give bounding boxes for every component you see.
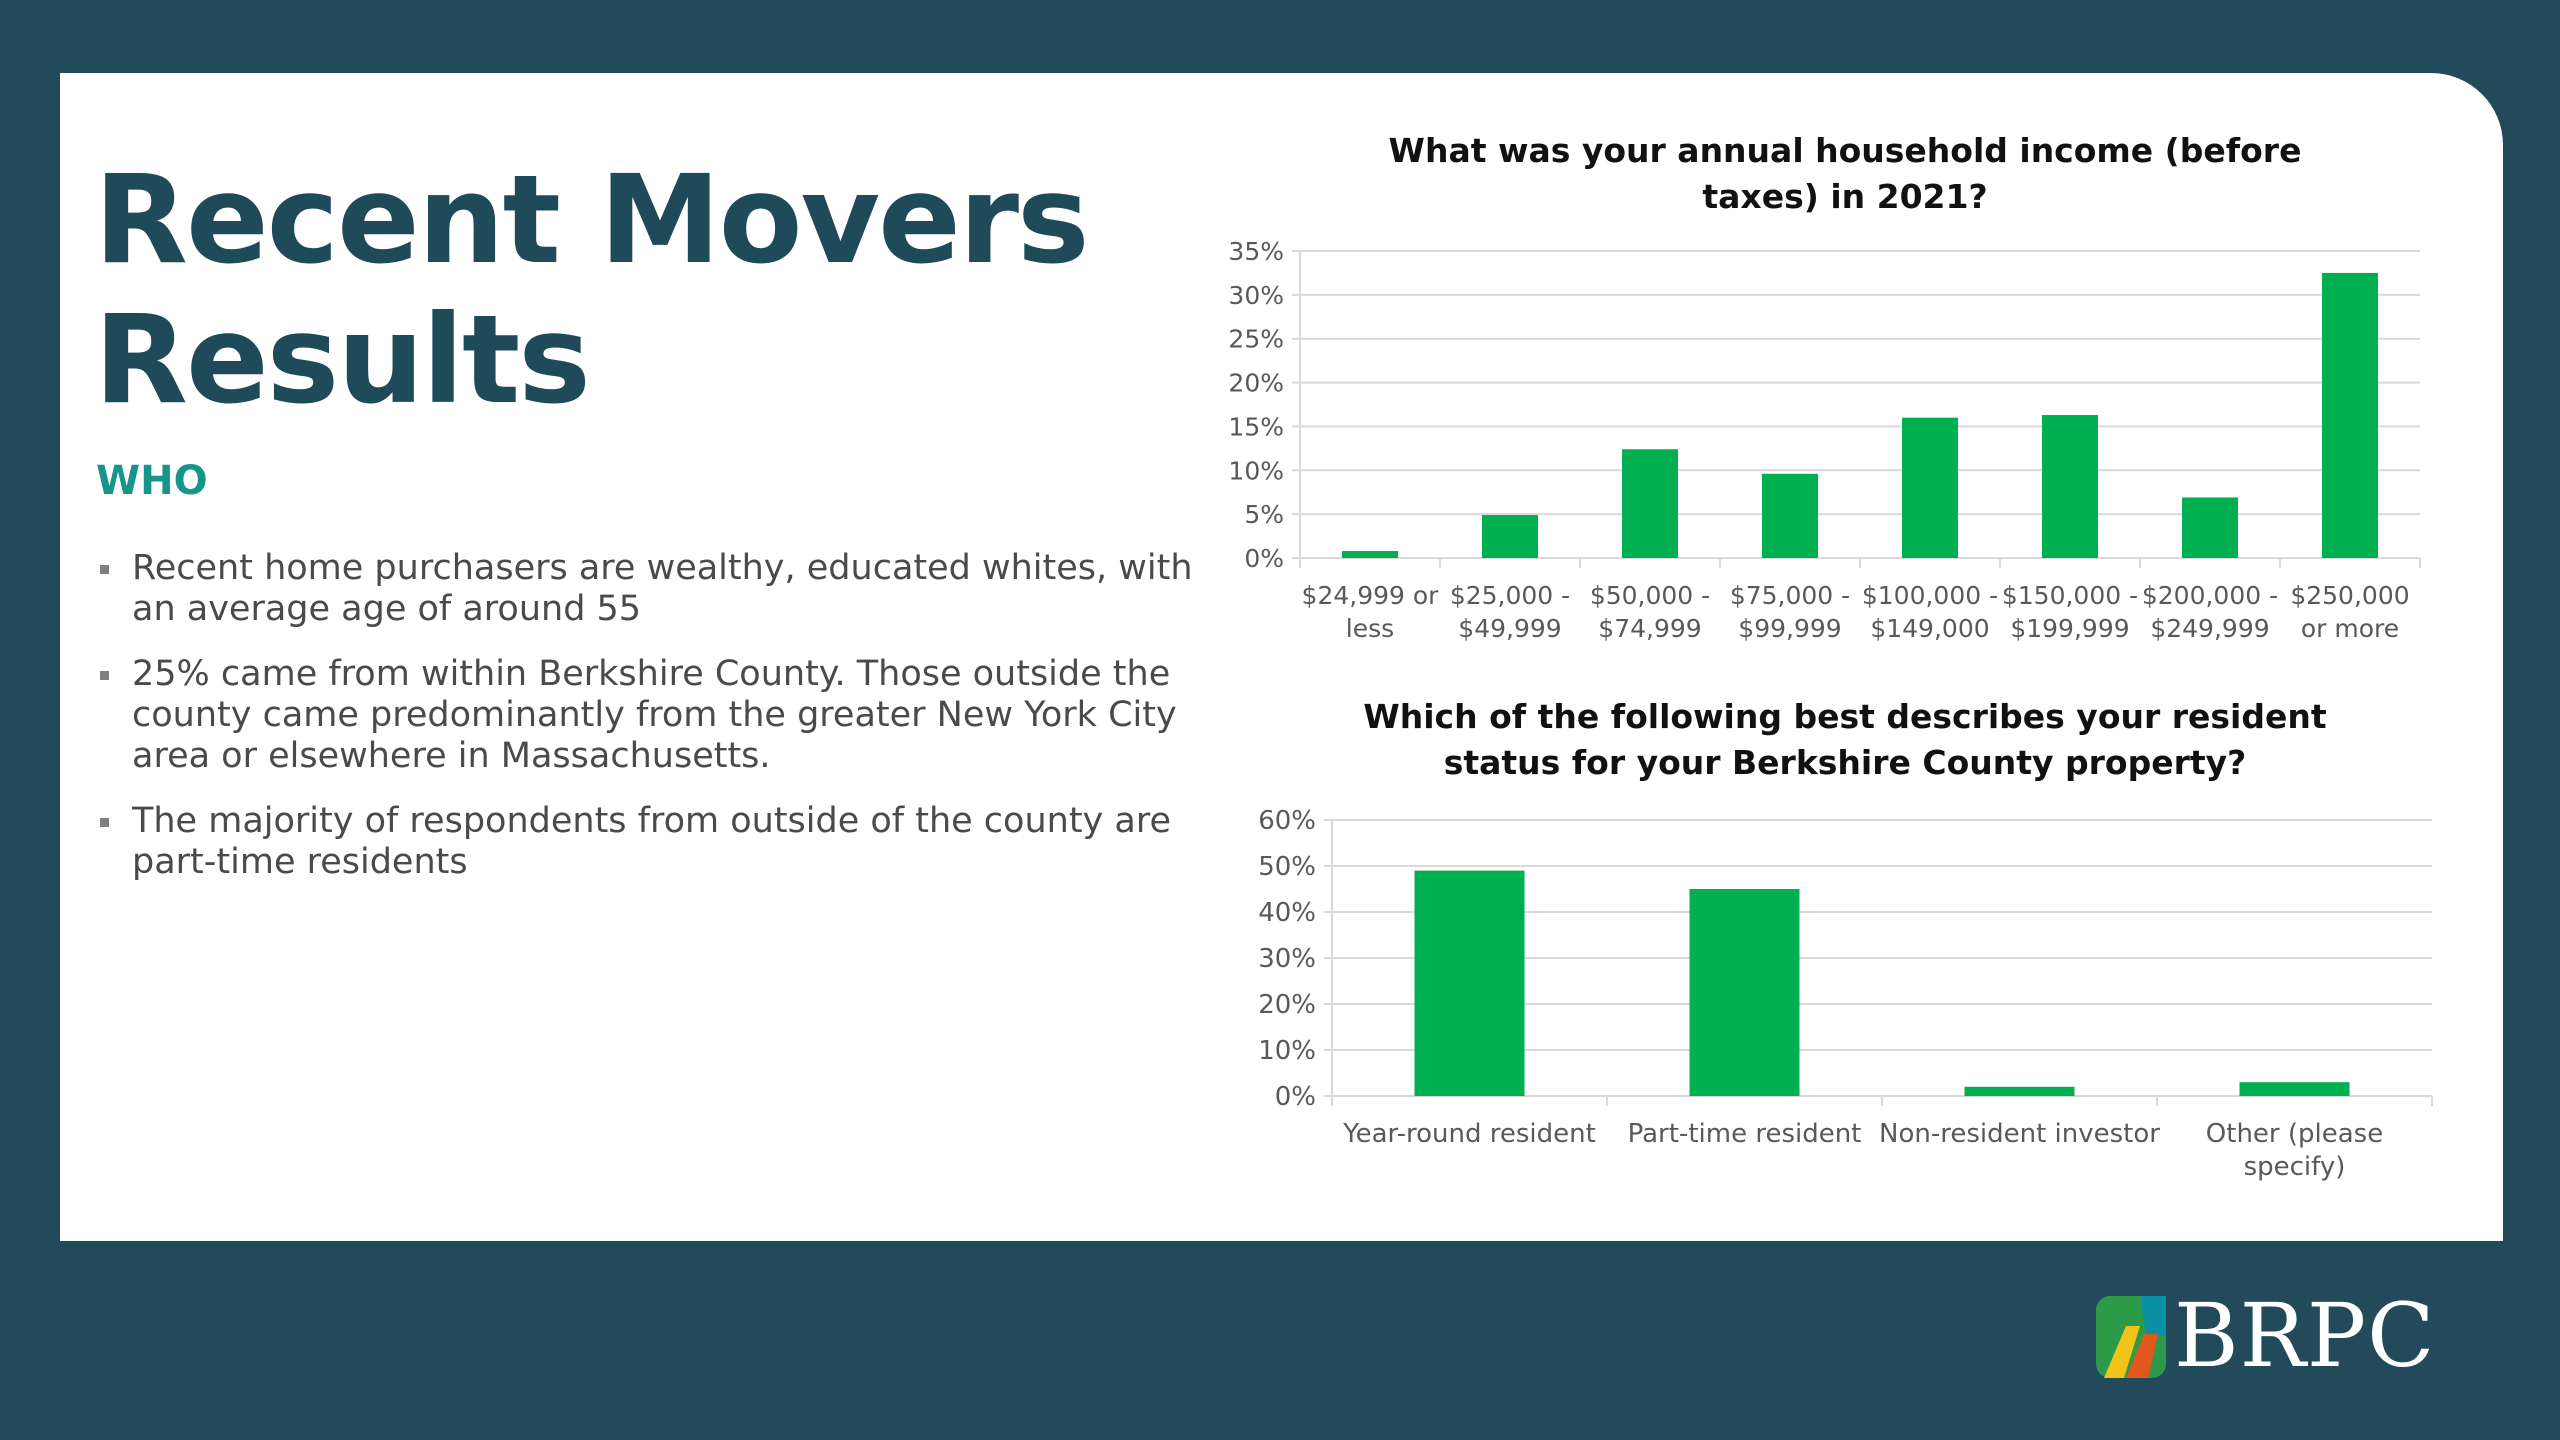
x-category-label-line: $49,999 [1458, 614, 1562, 643]
bullet-marker-icon [100, 565, 109, 574]
bar [1902, 418, 1958, 558]
x-category-label-line: specify) [2243, 1152, 2346, 1182]
bar [1622, 449, 1678, 558]
bar [1965, 1087, 2075, 1096]
bullet-text: The majority of respondents from outside of the county are part-time residents [132, 801, 1171, 882]
bullet-item [94, 548, 1194, 630]
resident-status-chart-title [1200, 694, 2490, 786]
x-category-label-line: $200,000 - [2141, 581, 2279, 610]
y-tick-label: 20% [1228, 368, 1284, 398]
x-category-label [1590, 581, 1710, 643]
slide-title [94, 150, 1088, 430]
resident-status-chart-title-text: Which of the following best describes your resident status for your Berkshire County property? [1363, 697, 2327, 782]
x-category-label-line: Non-resident investor [1879, 1119, 2160, 1149]
x-category-label-line: $99,999 [1738, 614, 1842, 643]
x-category-label-line: $100,000 - [1861, 581, 1999, 610]
y-tick-label: 30% [1228, 280, 1284, 310]
bullet-item [94, 654, 1194, 777]
bullet-marker-icon [100, 818, 109, 827]
bullet-text: 25% came from within Berkshire County. Those outside the county came predominantly from the greater New York City area or elsewhere in Massachusetts. [132, 654, 1177, 776]
title-line-2: Results [94, 289, 589, 431]
bullet-item [94, 801, 1194, 883]
x-category-label-line: $50,000 - [1589, 581, 1711, 610]
x-category-label [1302, 581, 1440, 643]
x-category-label [1730, 581, 1850, 643]
x-category-label-line: Part-time resident [1627, 1119, 1862, 1149]
title-line-1: Recent Movers [94, 149, 1088, 291]
x-category-label-line: $250,000 [2290, 581, 2410, 610]
y-tick-label: 0% [1274, 1082, 1316, 1112]
y-tick-label: 25% [1228, 324, 1284, 354]
x-category-label [1879, 1119, 2160, 1149]
brpc-logo-text: BRPC [2174, 1284, 2436, 1387]
section-subhead: WHO [96, 458, 208, 504]
x-category-label-line: $25,000 - [1449, 581, 1571, 610]
x-category-label-line: $74,999 [1598, 614, 1702, 643]
bar [1415, 871, 1525, 1096]
y-tick-label: 10% [1258, 1036, 1316, 1066]
x-category-label [1450, 581, 1570, 643]
bar [2322, 273, 2378, 558]
x-category-label [2206, 1119, 2383, 1182]
x-category-label-line: $249,999 [2150, 614, 2270, 643]
x-category-label [2142, 581, 2278, 643]
bullet-text: Recent home purchasers are wealthy, educated whites, with an average age of around 55 [132, 548, 1193, 629]
x-category-label [1862, 581, 1998, 643]
y-tick-label: 15% [1228, 412, 1284, 442]
bullet-marker-icon [100, 671, 109, 680]
x-category-label [2002, 581, 2138, 643]
x-category-label-line: $75,000 - [1729, 581, 1851, 610]
x-category-label [1342, 1119, 1596, 1149]
bar [2240, 1082, 2350, 1096]
x-category-label-line: less [1345, 614, 1395, 643]
y-tick-label: 35% [1228, 237, 1284, 266]
y-tick-label: 10% [1228, 456, 1284, 486]
y-tick-label: 50% [1258, 852, 1316, 882]
income-chart-title-text: What was your annual household income (before taxes) in 2021? [1388, 131, 2302, 216]
bar [1690, 889, 1800, 1096]
x-category-label-line: $199,999 [2010, 614, 2130, 643]
y-tick-label: 0% [1244, 544, 1284, 573]
brpc-logo-mark-icon [2096, 1296, 2166, 1378]
bar [1342, 551, 1398, 558]
x-category-label-line: $24,999 or [1301, 581, 1439, 610]
bar [1482, 515, 1538, 558]
y-tick-label: 5% [1244, 500, 1284, 530]
brpc-logo [2096, 1284, 2456, 1387]
bullet-list [94, 548, 1194, 907]
bar [2182, 497, 2238, 558]
x-category-label-line: $149,000 [1870, 614, 1990, 643]
y-tick-label: 20% [1258, 990, 1316, 1020]
x-category-label-line: $150,000 - [2001, 581, 2139, 610]
y-tick-label: 60% [1258, 806, 1316, 836]
x-category-label-line: Other (please [2205, 1119, 2384, 1149]
x-category-label-line: or more [2300, 614, 2400, 643]
y-tick-label: 40% [1258, 898, 1316, 928]
income-chart-title [1200, 128, 2490, 220]
x-category-label [2290, 581, 2409, 643]
bar [1762, 474, 1818, 558]
x-category-label-line: Year-round resident [1343, 1119, 1596, 1149]
bar [2042, 415, 2098, 558]
y-tick-label: 30% [1258, 944, 1316, 974]
income-chart [1200, 128, 2490, 658]
x-category-label [1628, 1119, 1862, 1149]
resident-status-chart [1200, 694, 2490, 1194]
